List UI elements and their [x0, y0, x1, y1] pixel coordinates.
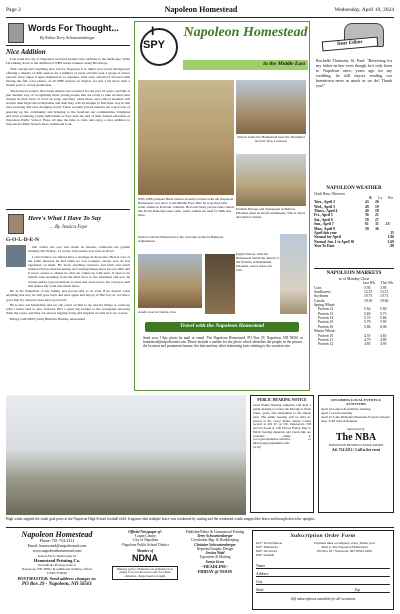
list-item: Aug. 3-All School Reunion [321, 418, 358, 423]
footer-top-rule [6, 527, 394, 528]
here-title: Here's What I Have To Say [28, 215, 102, 222]
table-row: Tues., April 2 43 26 [314, 200, 379, 205]
markets-top-rule [314, 268, 394, 269]
nba-name: The NBA [335, 432, 377, 444]
nba-calendar-title: UPCOMING LOCAL EVENTS & ACTIVITIES [330, 398, 382, 407]
notice-text: Great Plains Housing Authority will hold a public hearing to review the Moving to Work status, goals, and addendums to the annual plan. The public hearing will be held in-person at the Great Plains Senior Center located at 419 W 1st NE, Jamestown, ND and via Zoom at 1:00 PM on Friday, May 3. Public hearing materials and Zoom link are available online at www.greatplainsha.com/mtw or mbeary@greatplainsha.com. [253, 403, 311, 446]
subscription-form [252, 530, 394, 610]
weather-header: Hi [368, 196, 373, 201]
table-row: Soybeans 10.75 10.71 [314, 294, 389, 299]
nba-sponsored: Sponsored by [347, 426, 365, 431]
words-rule [6, 45, 130, 46]
weather-table [314, 186, 394, 248]
words-paragraph: The honored seniors have been smiled and scattered for the past 18 years, and this is just another way of recognizing those young people that are ready to take on their next chapter in their lives. It won't be long, and May, when these once school students will receive their high school diplomas and then they will all attempt to find their way in this ever evolving and ever changing world. These recently placed banners are a nice way of sprucing up the community and bringing to the forefront our communities, brightens and most promising young individuals as they near the end of their formal education at Napoleon Public School. Hope all take the time to view and enjoy a nice addition to Napoleon's Main Street's more traditional look. [6, 88, 130, 126]
table-row: Sun., April 7 61 31 .15 [314, 222, 390, 227]
table-row: Sunflowers 12.15 13.15 [314, 289, 389, 294]
table-row: Protein 16 5.84 6.00 [318, 324, 387, 329]
state-zip-field[interactable]: State Zip [256, 585, 390, 593]
dear-editor [314, 21, 394, 191]
masthead-name: Napoleon Homestead [164, 5, 238, 14]
typesetter-title: Typesetter & Mailing [199, 555, 231, 560]
weather-header: Lo [378, 196, 383, 201]
markets-subtitle: as of Monday Close [338, 276, 370, 281]
list-item: April 11-Lions meeting [321, 410, 353, 415]
table-row: Corn 3.95 3.95 [314, 285, 387, 290]
footer-periodicals: Periodicals Postage paid at [38, 563, 76, 568]
masthead-date: Wednesday, April 10, 2024 [334, 7, 394, 13]
nativity-photo [205, 254, 235, 314]
page-number: Page 2 [6, 7, 21, 13]
markets-rows [314, 286, 394, 347]
table-row: Protein 13 5.69 5.73 [318, 311, 387, 316]
nba-full: NAPOLEON BUSINESS ASSOCIATION [328, 443, 384, 448]
here-paragraph: Happy GOLDEN (12th) Birthday Bentley Alexander! [10, 317, 86, 321]
editor-photo [8, 23, 24, 43]
words-paragraph: Last week the city of Napoleon received another nice addition to the landscape. What I'm talking about is the addition of NHS senior banners along Broadway. [6, 57, 130, 66]
masthead [6, 5, 394, 17]
table-row: April this year .15 [314, 230, 394, 235]
nba-phone: Ad: 754-2212 / Call to list event [331, 447, 381, 452]
here-paragraph: He is also our handyman and we can count on him to try and fix things or come up with a better idea to save forward. He's a great big brother to the youngsters showing them the ropes, and they are always tagging along and inspired at what he is up to next. [6, 303, 130, 316]
notice-code: (4-10) [253, 444, 261, 449]
words-bottom-rule [6, 209, 130, 210]
words-paragraph: This concept isn't anything new, but for Napoleon it is. Other area towns having been offering a display of their seniors for a number of years and this year a group of senior parents, have taken it upon themselves to organize, fund raise and move forward with having the full color photos of all NHS seniors on display for just a bit more than a month prior to actual graduation. [6, 66, 130, 88]
name-field[interactable]: Name [256, 561, 390, 569]
public-hearing-notice [250, 395, 314, 513]
mail-box [298, 541, 391, 553]
markets-header: This Wk. [380, 281, 394, 286]
reporter-name: Jessica Waid [205, 551, 225, 556]
ispy-title: Napoleon Homestead [183, 25, 308, 40]
masthead-rule [6, 17, 394, 18]
travel-text: Send your I Spy photo by mail or email: The Napoleon Homestead, PO Box 29, Napoleon, ND 58561 or homestead@napoleonnd.com. Please include a outline for the photo which identifies the people in the picture, the location and prominent feature, the date and any other interesting facts relating to the vacation site. [143, 336, 303, 349]
goalpost-photo [6, 395, 246, 515]
obit-policy: Obituary policy: Obituaries are published at no charge if we are allowed to edit. For edited obituaries, charge based on length. [112, 566, 178, 581]
camel-photo [138, 80, 234, 195]
ispy-box [134, 21, 310, 391]
price-list [256, 541, 296, 557]
here-paragraph: Our oldest, the one who made us parents, celebrates his golden birthday this Friday; 12 on the 12th and he was born in 2012! [28, 245, 130, 254]
sub-title: Subscription Order Form [290, 533, 356, 539]
table-row: Canola 18.50 18.60 [314, 298, 389, 303]
table-row: Protein 15 5.79 5.95 [318, 320, 387, 325]
price-outside: $59* Outside [256, 553, 275, 558]
footer-issued: Issued Every Wednesday by [37, 553, 77, 558]
table-row: Sat., April 6 59 27 [314, 217, 379, 222]
footer-postmaster: POSTMASTER: Send address changes to: [17, 576, 97, 582]
price-snowbird: $49* Snowbird [256, 549, 277, 554]
here-paragraph: I can't believe we almost have a teenager in the house. He has a lot of the same interests he had when he was younger, except now he has expanded on them. He loves anything outdoors and farm and ranch related. He has been inventing and creating things since he was little and it never ceases to amaze us what he comes up with next. It used to be marble runs spanning from the third floor to the basement and now he creates pulley type inventions to open and close doors, his conveyor belt that makes his room and much more. [28, 254, 130, 288]
table-row: Winter Wheat: [314, 329, 336, 334]
official-title: Official Newspaper of: [128, 530, 162, 534]
table-row: Fri., April 5 56 21 [314, 213, 379, 218]
footer-publisher: Homestead Printing Co. [33, 557, 81, 563]
here-paragraph: He is the fisherman of the family and proves this to us even if he doesn't catch anything that day, he still goes back and tries again and enjoys it! But boy do we like a good fish fry when he does have good luck. [6, 289, 130, 302]
ispy-caption-5: (right) Nelson, with the Homestead inside the church of the Nativity in Bethlehem, Palestine, where Jesus was born. [236, 252, 279, 273]
address-field[interactable]: Address [256, 569, 390, 577]
ndna-logo: NDNA [132, 553, 158, 564]
editor-name: Terry Schwartzenberger [197, 534, 233, 539]
deadline-time: FRIDAY @ NOON [197, 568, 233, 574]
footer-phone: Phone: 701-754-2212 [39, 538, 75, 544]
columnist-photo [8, 214, 24, 234]
mail-to: Mail to The Napoleon Homestead [321, 545, 368, 550]
table-row: Protein 14 5.74 5.66 [318, 316, 387, 321]
price-mn: $45* Minnesota [256, 545, 278, 550]
form-fields [256, 561, 390, 593]
typesetter-name: Sonya Gross [205, 559, 225, 564]
sub-note: Payment must accompany order. Thank you! [314, 541, 375, 545]
ispy-caption-3: Ibrahim Mosque and Synagogue in Hebron, Palestine (near an Israeli settlement). This is where Abraham is buried. [236, 207, 306, 220]
table-row: Protein 12 4.85 4.95 [318, 342, 387, 347]
circ-title: Circulation Mgr. & Bookkeeping [191, 538, 239, 543]
ispy-spy: SPY [143, 39, 166, 51]
ispy-subtitle: in the Middle East [263, 61, 305, 67]
ispy-caption-2: Nelson holds the Homestead near the Triumphal Arch in Tyre, Lebanon. [237, 135, 305, 144]
tower-photo [280, 234, 307, 314]
weather-rows [314, 200, 394, 248]
markets-header: Last Wk. [362, 281, 376, 286]
price-nd: $41* North Dakota [256, 541, 283, 545]
mosque-photo [236, 154, 306, 206]
footer-usps: USPS 379940 [47, 571, 67, 576]
table-row: Normal Jan. 1 to April 30 3.69 [314, 239, 394, 244]
bamiyan-photo [138, 254, 202, 308]
table-row: Year To Date .98 [314, 243, 394, 248]
footer-email: Email: homestead@napoleonnd.com [27, 543, 87, 549]
ispy-caption-1: NHS 1986 graduate Brian Nelson recently traveled with the Napoleon Homestead over news to the Middle East. Here he is spotted with some camels in Portland, Somalia. He noted many people raise camels like North Dakotans raise cattle, where camels are used for milk and meat. [138, 197, 234, 218]
publisher-title: Publisher/Editor & Commercial Printing [185, 530, 245, 534]
official-item: -Napoleon Public School District [121, 542, 169, 547]
list-item: April 10-Legion & Auxiliary meeting [321, 407, 371, 412]
notice-title: PUBLIC HEARING NOTICE [257, 398, 307, 402]
table-row: Wed., April 3 49 19 [314, 204, 379, 209]
circ-name: Christine Schwartzenberger [194, 542, 236, 547]
eye-icon [140, 28, 178, 66]
nba-events [321, 408, 391, 424]
mail-po: PO Box 29 • Napoleon, ND 58561-0029 [317, 549, 372, 554]
table-row: Protein 10 4.55 4.65 [318, 333, 387, 338]
here-column [6, 211, 130, 411]
reporter-title: Reporter/Graphic Design [196, 546, 234, 551]
words-title: Words For Thought... [28, 23, 119, 33]
travel-banner-text: Travel with the Napoleon Homestead [179, 323, 265, 329]
footer-name: Napoleon Homestead [21, 530, 93, 539]
official-item: -City of Napoleon [131, 538, 159, 543]
footer-web: www.napoleonhomestead.com [32, 547, 82, 553]
footer-po: PO Box 29 - Napoleon, ND 58561 [21, 581, 93, 587]
member-label: Member of [136, 548, 154, 553]
ispy-header [135, 22, 309, 78]
table-row: Normal for April 1.86 [314, 235, 394, 240]
dear-editor-text: Rochelle Thomsen, St. Paul: "Reserving for my father-in-law even though he's only been to Napoleon once, years ago for my wedding, he still enjoys reading our hometown news as much as we do! Thank you!" [316, 58, 392, 88]
footer-paid-at: Napoleon, ND 58561 & additional mailing offices [21, 567, 93, 572]
nba-box [318, 395, 394, 513]
words-body [6, 57, 130, 128]
table-row: Protein 12 5.64 5.60 [318, 307, 387, 312]
ispy-caption-4: Nelson with the Homestead at the welcome arches in Bamiyan, Afghanistan. [138, 235, 224, 244]
list-item: April 25-Lake McKenna Pheasants Forever banquet [321, 414, 390, 419]
table-row: Protein 11 4.70 4.80 [318, 337, 387, 342]
dear-editor-title: Dear Editor [336, 39, 363, 48]
footer-staff [182, 530, 248, 575]
city-field[interactable]: City [256, 577, 390, 585]
words-byline: By Editor Terry Schwartzenberger [40, 35, 95, 40]
table-row: Thurs., April 4 49 18 [314, 209, 379, 214]
words-heading: Nice Addition [6, 48, 46, 56]
footer-official [112, 530, 178, 580]
goalpost-caption: High winds toppled the south goal posts at the Napoleon High School football field. It appears that multiple brace was weakened by rusting and the weakened winds snapped the brace and brought down the uprights. [6, 517, 316, 521]
weather-header: Pre. [388, 196, 394, 201]
ispy-i: I [151, 24, 155, 38]
words-column [6, 21, 130, 208]
table-row: Spring Wheat: [314, 303, 336, 308]
footer-info [6, 530, 108, 588]
ispy-caption-6: Azadi tower in Tehran, Iran. [138, 310, 177, 314]
table-row: Mon., April 8 58 36 [314, 226, 379, 231]
markets-title: NAPOLEON MARKETS [326, 271, 382, 276]
deadline-label: ~DEADLINE~ [201, 563, 229, 569]
here-body [6, 245, 130, 323]
markets-table [314, 271, 394, 347]
weather-title: NAPOLEON WEATHER [326, 186, 382, 191]
weather-subtitle: Clark Hass, Observer [314, 191, 345, 196]
here-byline: ... By Jessica Faye [50, 225, 88, 230]
here-heading: G-O-L-D-E-N [6, 237, 39, 243]
arch-photo [236, 80, 306, 134]
gift-note: Gift subscriptions available for all occasions [290, 597, 356, 601]
official-item: -Logan County [134, 534, 156, 539]
